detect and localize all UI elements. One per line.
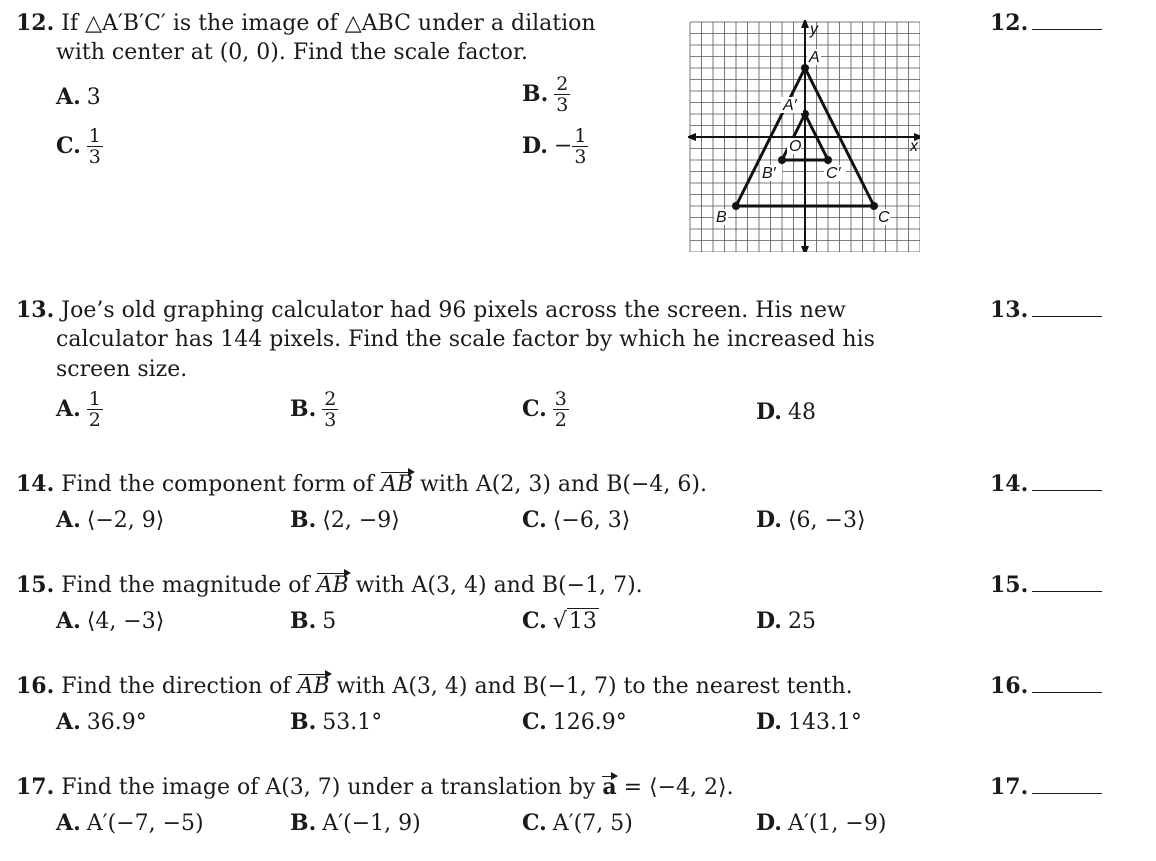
question-number: 14. — [16, 471, 55, 497]
point-b — [732, 202, 740, 210]
option-17-c[interactable]: C. A′(7, 5) — [522, 810, 633, 836]
question-number: 16. — [16, 673, 55, 699]
option-14-b[interactable]: B. ⟨2, −9⟩ — [290, 507, 400, 533]
question-15-line-1: 15. Find the magnitude of AB with A(3, 4) and B(−1, 7). — [16, 570, 643, 601]
answer-line[interactable] — [1032, 472, 1102, 491]
label-b-prime: B′ — [762, 165, 776, 182]
option-13-b[interactable]: B. $\frac{2}{3}$ — [290, 388, 337, 431]
option-13-a[interactable]: A. $\frac{1}{2}$ — [56, 388, 101, 431]
vector-ab: AB — [317, 571, 349, 601]
label-c-prime: C′ — [826, 165, 841, 182]
option-14-a[interactable]: A. ⟨−2, 9⟩ — [56, 507, 165, 533]
question-number: 12. — [16, 10, 55, 36]
option-17-b[interactable]: B. A′(−1, 9) — [290, 810, 421, 836]
answer-blank-15[interactable]: 15. — [990, 570, 1102, 600]
option-16-a[interactable]: A. 36.9° — [56, 709, 147, 735]
answer-line[interactable] — [1032, 298, 1102, 317]
option-12-b[interactable]: B. $\frac{2}{3}$ — [522, 73, 569, 116]
option-15-d[interactable]: D. 25 — [756, 608, 816, 634]
answer-blank-16[interactable]: 16. — [990, 671, 1102, 701]
answer-line[interactable] — [1032, 573, 1102, 592]
vector-ab: AB — [381, 470, 413, 500]
fraction: $\frac{1}{2}$ — [88, 388, 101, 431]
option-14-c[interactable]: C. ⟨−6, 3⟩ — [522, 507, 631, 533]
option-16-d[interactable]: D. 143.1° — [756, 709, 862, 735]
answer-blank-13[interactable]: 13. — [990, 295, 1102, 325]
label-y-axis: y — [810, 21, 818, 38]
option-13-c[interactable]: C. $\frac{3}{2}$ — [522, 388, 567, 431]
option-12-d[interactable]: D. − $\frac{1}{3}$ — [522, 125, 587, 168]
answer-line[interactable] — [1032, 11, 1102, 30]
answer-line[interactable] — [1032, 674, 1102, 693]
question-17-line-1: 17. Find the image of A(3, 7) under a translation by a = ⟨−4, 2⟩. — [16, 774, 734, 800]
fraction: $\frac{2}{3}$ — [324, 388, 337, 431]
question-text: If △A′B′C′ is the image of △ABC under a dilation — [61, 11, 596, 36]
option-16-c[interactable]: C. 126.9° — [522, 709, 627, 735]
point-b-prime — [778, 156, 786, 164]
question-number: 17. — [16, 774, 55, 800]
y-axis-arrow-down — [801, 246, 809, 252]
question-12-line-1 — [16, 8, 596, 39]
label-a-prime: A′ — [783, 97, 797, 114]
question-13-line-3: screen size. — [56, 357, 188, 382]
coordinate-graph — [688, 20, 920, 252]
answer-line[interactable] — [1032, 775, 1102, 794]
question-number: 15. — [16, 572, 55, 598]
label-x-axis: x — [910, 138, 918, 155]
fraction: $\frac{2}{3}$ — [556, 73, 569, 116]
option-13-d[interactable]: D. 48 — [756, 399, 816, 425]
point-a — [801, 64, 809, 72]
option-15-b[interactable]: B. 5 — [290, 608, 337, 634]
option-16-b[interactable]: B. 53.1° — [290, 709, 383, 735]
option-12-a[interactable]: A. 3 — [56, 84, 101, 110]
option-17-a[interactable]: A. A′(−7, −5) — [56, 810, 204, 836]
question-12-line-2: with center at (0, 0). Find the scale factor. — [56, 40, 528, 65]
point-c — [870, 202, 878, 210]
label-b: B — [716, 209, 727, 226]
label-a: A — [809, 49, 820, 66]
question-number: 13. — [16, 297, 55, 323]
answer-blank-12[interactable]: 12. — [990, 8, 1102, 38]
fraction: $\frac{1}{3}$ — [574, 125, 587, 168]
point-c-prime — [824, 156, 832, 164]
question-16-line-1: 16. Find the direction of AB with A(3, 4) and B(−1, 7) to the nearest tenth. — [16, 671, 853, 702]
question-14-line-1: 14. Find the component form of AB with A(2, 3) and B(−4, 6). — [16, 469, 707, 500]
question-13-line-2: calculator has 144 pixels. Find the scale factor by which he increased his — [56, 327, 875, 352]
vector-a: a — [602, 774, 617, 800]
fraction: $\frac{1}{3}$ — [88, 125, 101, 168]
y-axis-arrow-up — [801, 20, 809, 28]
label-origin: O — [789, 138, 802, 155]
option-15-a[interactable]: A. ⟨4, −3⟩ — [56, 608, 165, 634]
option-12-c[interactable]: C. $\frac{1}{3}$ — [56, 125, 101, 168]
vector-ab: AB — [298, 672, 330, 702]
square-root: √13 — [552, 609, 597, 634]
fraction: $\frac{3}{2}$ — [554, 388, 567, 431]
x-axis-arrow-left — [688, 133, 696, 141]
answer-blank-17[interactable]: 17. — [990, 772, 1102, 802]
option-15-c[interactable]: C. √13 — [522, 606, 599, 637]
option-14-d[interactable]: D. ⟨6, −3⟩ — [756, 507, 866, 533]
question-13-line-1 — [16, 295, 846, 326]
label-c: C — [878, 209, 890, 226]
option-17-d[interactable]: D. A′(1, −9) — [756, 810, 887, 836]
answer-blank-14[interactable]: 14. — [990, 469, 1102, 499]
question-text: Joe’s old graphing calculator had 96 pixels across the screen. His new — [61, 298, 846, 323]
